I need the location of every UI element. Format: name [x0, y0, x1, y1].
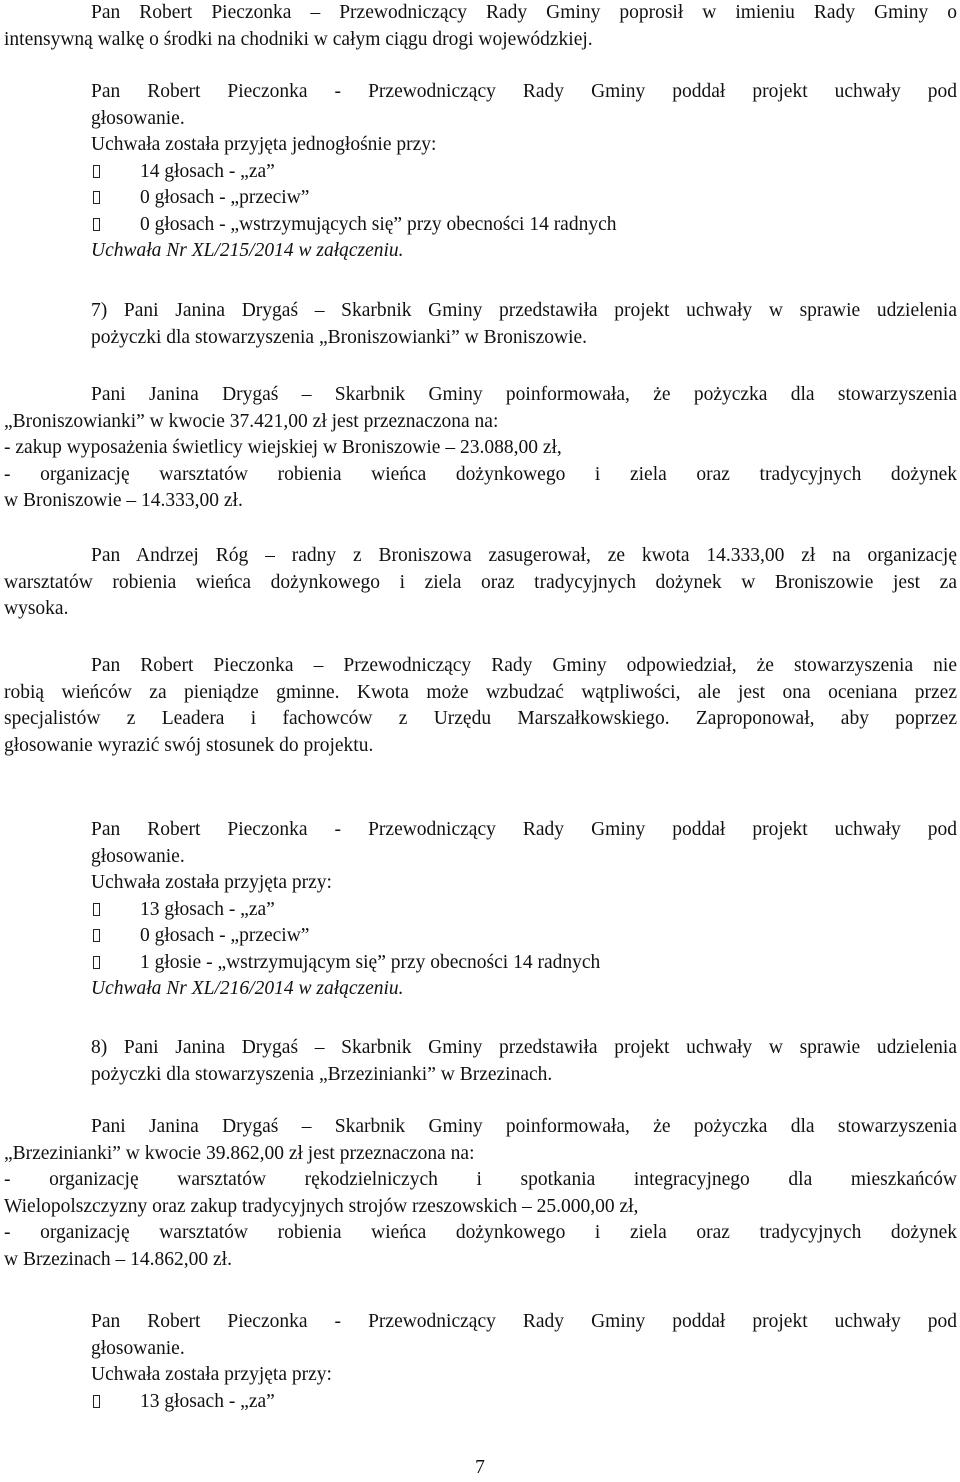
bullet-box-icon	[93, 1395, 100, 1408]
text-line: głosowanie wyrazić swój stosunek do projektu.	[4, 734, 374, 756]
paragraph-vote-216	[4, 817, 957, 1003]
vote-text: 13 głosach - „za”	[140, 898, 275, 920]
vote-item	[4, 897, 957, 924]
text-line: Pani Janina Drygaś – Skarbnik Gminy poinformowała, że pożyczka dla stowarzyszenia	[91, 384, 957, 405]
vote-item	[4, 923, 957, 950]
vote-item	[4, 1389, 957, 1416]
resolution-reference: Uchwała Nr XL/215/2014 w załączeniu.	[91, 240, 404, 261]
text-line: - organizację warsztatów rękodzielniczych i spotkania integracyjnego dla mieszkańców	[4, 1169, 957, 1190]
bullet-box-icon	[93, 165, 100, 178]
paragraph-wojewodzka-road	[4, 0, 957, 53]
vote-item	[4, 950, 957, 977]
text-line: Pani Janina Drygaś – Skarbnik Gminy poinformowała, że pożyczka dla stowarzyszenia	[91, 1116, 957, 1137]
bullet-box-icon	[93, 218, 100, 231]
bullet-box-icon	[93, 191, 100, 204]
paragraph-item-7	[91, 298, 957, 351]
text-line: Wielopolszczyzny oraz zakup tradycyjnych strojów rzeszowskich – 25.000,00 zł,	[4, 1195, 639, 1217]
text-line: w Brzezinach – 14.862,00 zł.	[4, 1248, 232, 1270]
text-line: - organizację warsztatów robienia wieńca dożynkowego i ziela oraz tradycyjnych dożynek	[4, 1222, 957, 1243]
text-line: 8) Pani Janina Drygaś – Skarbnik Gminy przedstawiła projekt uchwały w sprawie udzielenia	[91, 1037, 957, 1058]
text-line: głosowanie.	[91, 845, 185, 867]
text-line: głosowanie.	[91, 107, 185, 129]
resolution-reference: Uchwała Nr XL/216/2014 w załączeniu.	[91, 978, 404, 999]
text-line: „Brzezinianki” w kwocie 39.862,00 zł jest przeznaczona na:	[4, 1142, 475, 1164]
text-line: Uchwała została przyjęta przy:	[91, 872, 332, 893]
paragraph-vote-next	[4, 1309, 957, 1415]
bullet-box-icon	[93, 956, 100, 969]
bullet-box-icon	[93, 903, 100, 916]
paragraph-pieczonka-reply	[4, 653, 957, 759]
text-line: warsztatów robienia wieńca dożynkowego i ziela oraz tradycyjnych dożynek w Broniszowie jest za	[4, 571, 957, 593]
text-line: Uchwała została przyjęta jednogłośnie przy:	[91, 134, 437, 155]
vote-text: 14 głosach - „za”	[140, 160, 275, 182]
paragraph-loan-brzezinianki	[4, 1114, 957, 1273]
text-line: głosowanie.	[91, 1337, 185, 1359]
paragraph-vote-215	[4, 79, 957, 265]
text-line: Pan Andrzej Róg – radny z Broniszowa zasugerował, ze kwota 14.333,00 zł na organizację	[91, 545, 957, 566]
text-line: - zakup wyposażenia świetlicy wiejskiej w Broniszowie – 23.088,00 zł,	[4, 437, 562, 458]
vote-text: 0 głosach - „przeciw”	[140, 925, 310, 946]
text-line: Uchwała została przyjęta przy:	[91, 1364, 332, 1385]
text-line: robią wieńców za pieniądze gminne. Kwota może wzbudzać wątpliwości, ale jest ona oceniana przez	[4, 681, 957, 703]
text-line: w Broniszowie – 14.333,00 zł.	[4, 490, 243, 511]
text-line: „Broniszowianki” w kwocie 37.421,00 zł jest przeznaczona na:	[4, 410, 499, 432]
text-line: Pan Robert Pieczonka - Przewodniczący Rady Gminy poddał projekt uchwały pod	[91, 819, 957, 840]
vote-text: 0 głosach - „wstrzymujących się” przy obecności 14 radnych	[140, 213, 617, 235]
text-line: intensywną walkę o środki na chodniki w całym ciągu drogi wojewódzkiej.	[4, 28, 593, 50]
text-line: 7) Pani Janina Drygaś – Skarbnik Gminy przedstawiła projekt uchwały w sprawie udzielenia	[91, 300, 957, 321]
vote-item	[4, 185, 957, 212]
text-line: wysoka.	[4, 598, 69, 619]
paragraph-andrzej-rog	[4, 543, 957, 623]
text-line: - organizację warsztatów robienia wieńca dożynkowego i ziela oraz tradycyjnych dożynek	[4, 463, 957, 485]
vote-text: 1 głosie - „wstrzymującym się” przy obecności 14 radnych	[140, 951, 601, 973]
page-number: 7	[475, 1457, 485, 1478]
text-line: pożyczki dla stowarzyszenia „Broniszowianki” w Broniszowie.	[91, 326, 588, 348]
vote-item	[4, 159, 957, 186]
paragraph-item-8	[91, 1035, 957, 1088]
text-line: Pan Robert Pieczonka - Przewodniczący Rady Gminy poddał projekt uchwały pod	[91, 81, 957, 102]
text-line: Pan Robert Pieczonka – Przewodniczący Rady Gminy poprosił w imieniu Rady Gminy o	[91, 2, 957, 23]
vote-text: 0 głosach - „przeciw”	[140, 187, 310, 208]
text-line: Pan Robert Pieczonka - Przewodniczący Rady Gminy poddał projekt uchwały pod	[91, 1311, 957, 1332]
text-line: pożyczki dla stowarzyszenia „Brzezinianki” w Brzezinach.	[91, 1063, 553, 1085]
vote-text: 13 głosach - „za”	[140, 1390, 275, 1412]
text-line: Pan Robert Pieczonka – Przewodniczący Rady Gminy odpowiedział, że stowarzyszenia nie	[91, 655, 957, 676]
bullet-box-icon	[93, 929, 100, 942]
paragraph-loan-broniszowianki	[4, 382, 957, 515]
vote-item	[4, 212, 957, 239]
text-line: specjalistów z Leadera i fachowców z Urzędu Marszałkowskiego. Zaproponował, aby poprzez	[4, 708, 957, 729]
